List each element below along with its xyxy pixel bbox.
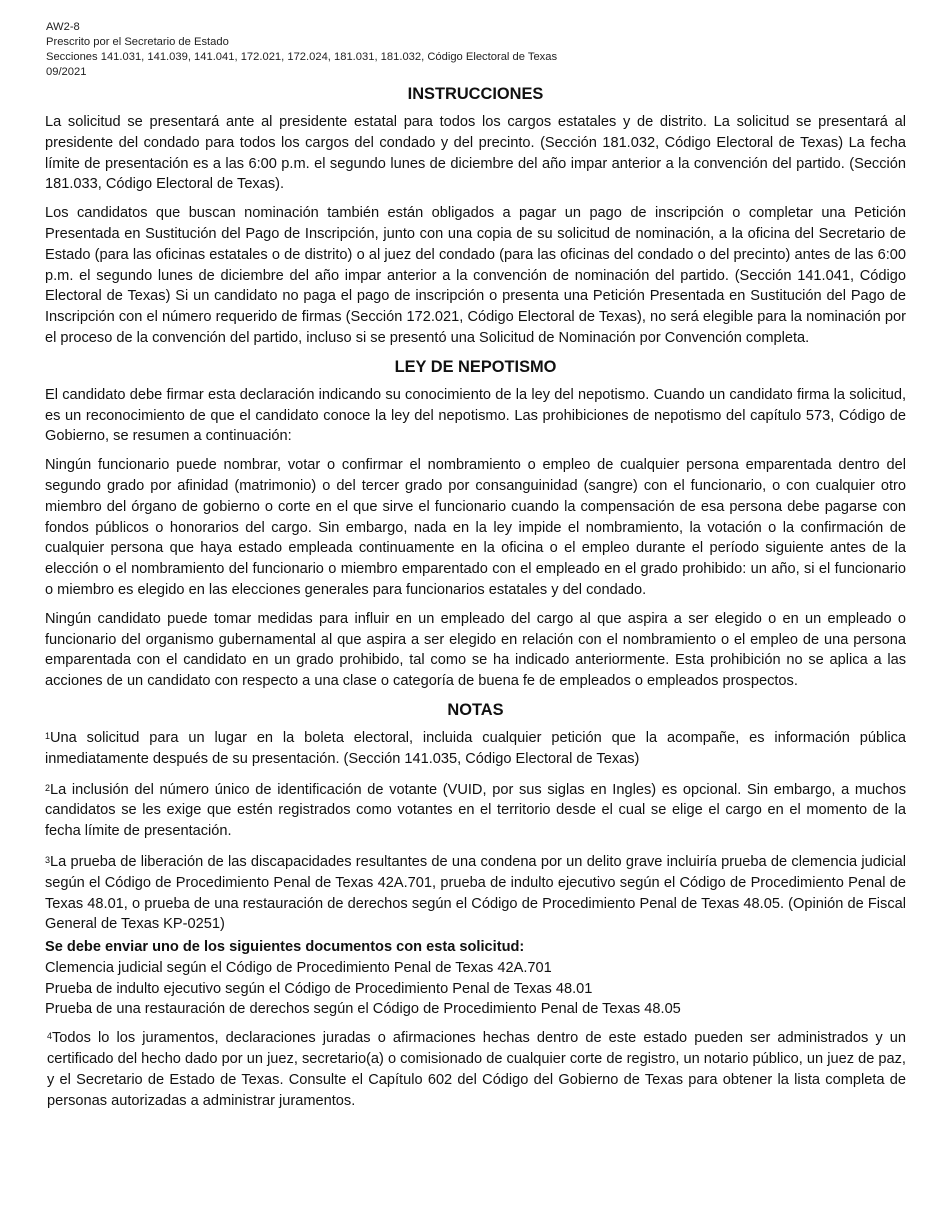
nepotism-paragraph-1: El candidato debe firmar esta declaración indicando su conocimiento de la ley del nepotismo. Cuando un candidato firma la solicitud, es un reconocimiento de que el candidato conoce la ley del nepotismo. Las prohibiciones de nepotismo del capítulo 573, Código de Gobierno, se resumen a continuación: (45, 386, 906, 445)
notes-section (45, 728, 906, 1112)
note-3-text: La prueba de liberación de las discapacidades resultantes de una condena por un delito grave incluiría prueba de clemencia judicial según el Código de Procedimiento Penal de Texas 42A.701, prueba de indulto ejecutivo según el Código de Procedimiento Penal de Texas 48.01, o prueba de una restauración de derechos según el Código de Procedimiento Penal de Texas 48.05. (Opinión de Fiscal General de Texas KP-0251) (45, 853, 906, 933)
document-item: Clemencia judicial según el Código de Procedimiento Penal de Texas 42A.701 (45, 959, 552, 976)
instructions-paragraph-1: La solicitud se presentará ante al presidente estatal para todos los cargos estatales y de distrito. La solicitud se presentará al presidente del condado para todos los cargos del condado y del precinto. (Sección 181.032, Código Electoral de Texas) La fecha límite de presentación es a las 6:00 p.m. el segundo lunes de diciembre del año impar anterior a la convención del partido. (Sección 181.033, Código Electoral de Texas). (45, 114, 906, 193)
note-2-text: La inclusión del número único de identificación de votante (VUID, por sus siglas en Ingles) es opcional. Sin embargo, a muchos candidatos se les exige que estén registrados como votantes en el territorio desde el cual se elige el cargo en el momento de la fecha límite de presentación. (45, 781, 906, 840)
instructions-heading: INSTRUCCIONES (407, 85, 544, 103)
form-header (46, 20, 906, 80)
note-1-marker: 1 (45, 730, 51, 741)
document-item: Prueba de indulto ejecutivo según el Código de Procedimiento Penal de Texas 48.01 (45, 980, 593, 997)
instructions-paragraph-2: Los candidatos que buscan nominación también están obligados a pagar un pago de inscripción o completar una Petición Presentada en Sustitución del Pago de Inscripción, junto con una copia de su solicitud de nominación, a la oficina del Secretario de Estado (para las oficinas estatales o de distrito) o al juez del condado (para las oficinas del condado o del precinto) antes de las 6:00 p.m. el segundo lunes de diciembre del año impar anterior a la convención de nominación del partido. (Sección 141.041, Código Electoral de Texas) Si un candidato no paga el pago de inscripción o presenta una Petición Presentada en Sustitución del Pago de Inscripción con el número requerido de firmas (Sección 172.021, Código Electoral de Texas), no será elegible para la nominación por el proceso de la convención del partido, incluso si se presentó una Solicitud de Nominación por Convención completa. (45, 205, 906, 346)
note-1-text: Una solicitud para un lugar en la boleta electoral, incluida cualquier petición que la acompañe, es información pública inmediatamente después de su presentación. (Sección 141.035, Código Electoral de Texas) (45, 729, 906, 767)
required-documents-heading: Se debe enviar uno de los siguientes documentos con esta solicitud: (45, 939, 525, 956)
note-3 (45, 852, 906, 935)
note-2-marker: 2 (45, 782, 51, 793)
notes-heading: NOTAS (447, 700, 504, 719)
note-3-marker: 3 (45, 854, 51, 865)
note-4-text: Todos lo los juramentos, declaraciones juradas o afirmaciones hechas dentro de este estado pueden ser administrados y un certificado del hecho dado por un juez, secretario(a) o comisionado de cualquier corte de registro, un notario público, un juez de paz, y el Secretario de Estado de Texas. Consulte el Capítulo 602 del Código del Gobierno de Texas para obtener la lista completa de personas autorizadas a administrar juramentos. (47, 1030, 906, 1109)
document-item: Prueba de una restauración de derechos según el Código de Procedimiento Penal de Texas 48.05 (45, 1001, 681, 1018)
form-id: AW2-8 (46, 21, 80, 33)
note-4-marker: 4 (47, 1031, 53, 1042)
nepotism-paragraph-3: Ningún candidato puede tomar medidas para influir en un empleado del cargo al que aspira a ser elegido o en un empleado o funcionario del organismo gubernamental al que aspira a ser elegido en relación con el nombramiento o el empleo de una persona emparentada con el candidato en un grado prohibido, tal como se ha indicado anteriormente. Esta prohibición no se aplica a las acciones de un candidato con respecto a una clase o categoría de buena fe de empleados o empleados prospectos. (45, 610, 906, 690)
nepotism-paragraph-2: Ningún funcionario puede nombrar, votar o confirmar el nombramiento o empleo de cualquier persona emparentada dentro del segundo grado por afinidad (matrimonio) o del tercer grado por consanguinidad (sangre) con el funcionario, o con cualquier otro miembro del órgano de gobierno o corte en el que sirve el funcionario cuando la compensación de esa persona debe pagarse con fondos públicos o honorarios del cargo. Sin embargo, nada en la ley impide el nombramiento, la votación o la confirmación de cualquier persona que haya estado empleada continuamente en la oficina o el empleo durante el período siguiente antes de la elección o el nombramiento del funcionario o miembro emparentado con el empleado en el grado prohibido: un año, si el funcionario o miembro es elegido en las elecciones generales para funcionarios estatales y del condado. (45, 457, 906, 598)
statute-sections: Secciones 141.031, 141.039, 141.041, 172.021, 172.024, 181.031, 181.032, Código Electoral de Texas (46, 51, 558, 63)
form-date: 09/2021 (46, 66, 87, 78)
required-documents (45, 937, 906, 1020)
prescribed-by: Prescrito por el Secretario de Estado (46, 36, 229, 48)
note-2 (45, 780, 906, 842)
note-1 (45, 728, 906, 770)
note-4 (47, 1028, 906, 1111)
nepotism-heading: LEY DE NEPOTISMO (394, 357, 557, 376)
